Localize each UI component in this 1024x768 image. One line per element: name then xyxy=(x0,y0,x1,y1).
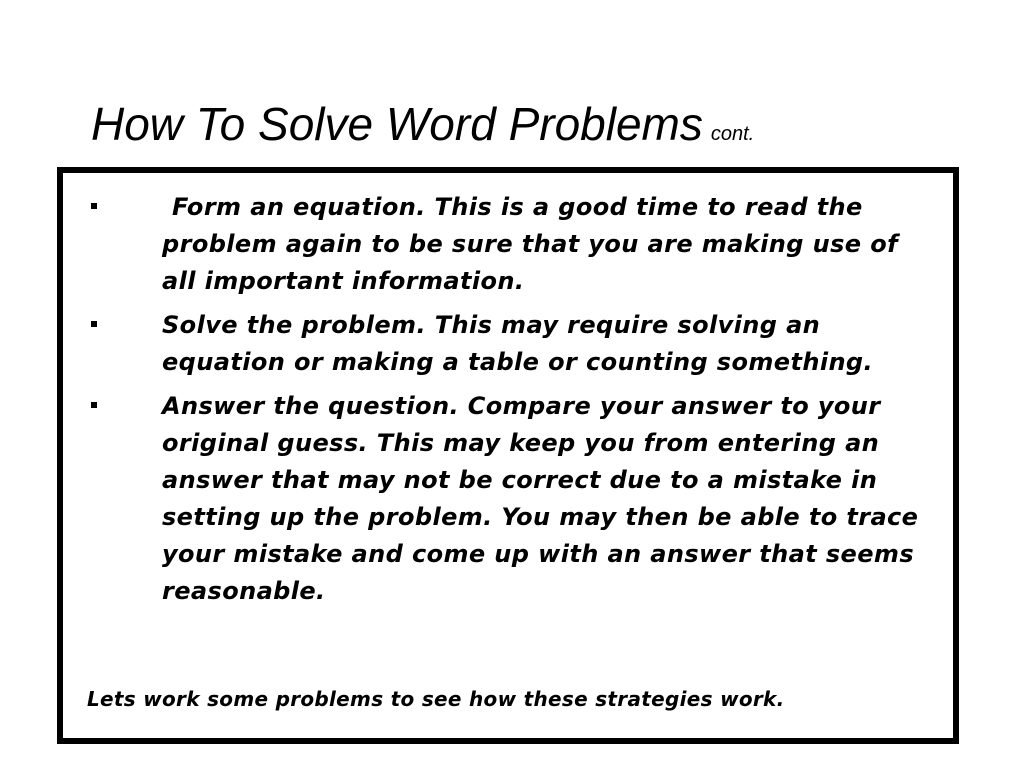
square-bullet-icon xyxy=(91,203,97,209)
bullet-text: Answer the question. Compare your answer to your original guess. This may keep you from entering an answer that may not be correct due to a mistake in setting up the problem. You may then be able to trace your mistake and come up with an answer that seems reasonable. xyxy=(162,392,919,605)
square-bullet-icon xyxy=(91,402,97,408)
slide-title-text: How To Solve Word Problems xyxy=(91,98,703,150)
slide-title-suffix: cont. xyxy=(710,123,755,145)
square-bullet-icon xyxy=(91,321,97,327)
content-box xyxy=(57,167,959,744)
closing-line: Lets work some problems to see how these strategies work. xyxy=(87,687,785,711)
bullet-list xyxy=(63,189,953,617)
bullet-text: Solve the problem. This may require solving an equation or making a table or counting something. xyxy=(162,311,874,376)
bullet-item-answer-question xyxy=(63,388,953,610)
bullet-item-form-equation xyxy=(63,189,953,300)
bullet-item-solve-problem xyxy=(63,307,953,381)
slide-title xyxy=(91,96,754,162)
bullet-text: Form an equation. This is a good time to read the problem again to be sure that you are making use of all important information. xyxy=(162,193,898,295)
